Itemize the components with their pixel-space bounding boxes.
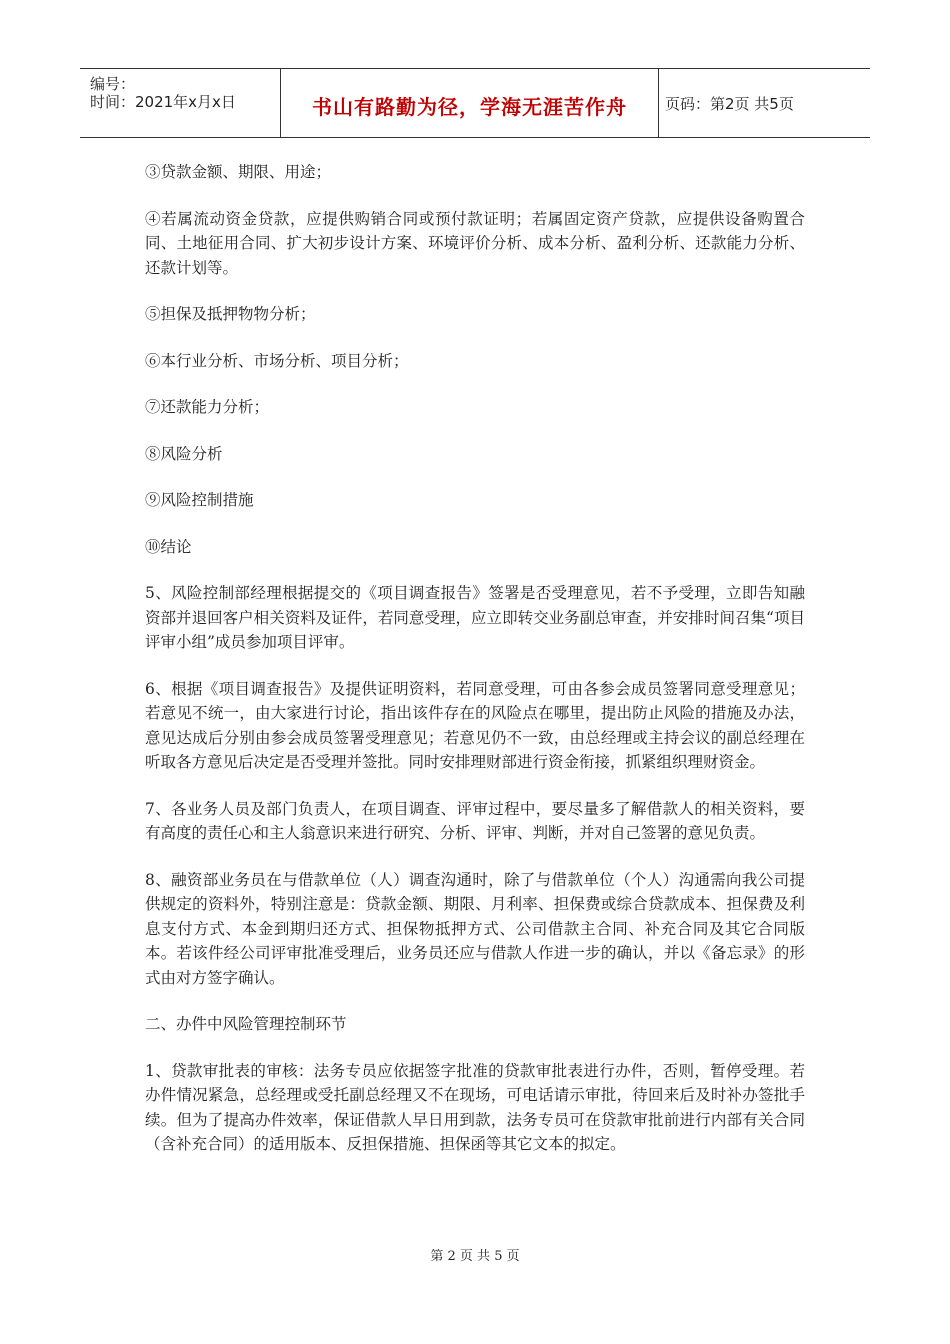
document-body	[145, 160, 805, 1179]
paragraph-step-8: 8、融资部业务员在与借款单位（人）调查沟通时，除了与借款单位（个人）沟通需向我公司提供规定的资料外，特别注意是：贷款金额、期限、月利率、担保费或综合贷款成本、担保费及利息支付方式、本金到期归还方式、担保物抵押方式、公司借款主合同、补充合同及其它合同版本。若该件经公司评审批准受理后，业务员还应与借款人作进一步的确认，并以《备忘录》的形式由对方签字确认。	[145, 870, 805, 987]
paragraph-step-6: 6、根据《项目调查报告》及提供证明资料，若同意受理，可由各参会成员签署同意受理意见；若意见不统一，由大家进行讨论，指出该件存在的风险点在哪里，提出防止风险的措施及办法，意见达成后分别由参会成员签署受理意见；若意见仍不一致，由总经理或主持会议的副总经理在听取各方意见后决定是否受理并签批。同时安排理财部进行资金衔接，抓紧组织理财资金。	[145, 679, 805, 771]
paragraph-item-10: ⑩结论	[145, 537, 192, 556]
paragraph-item-8: ⑧风险分析	[145, 444, 223, 463]
paragraph-item-6: ⑥本行业分析、市场分析、项目分析；	[145, 351, 409, 370]
paragraph-item-7: ⑦还款能力分析；	[145, 398, 270, 416]
header-page-number: 页码：第2页 共5页	[665, 95, 794, 113]
paragraph-item-9: ⑨风险控制措施	[145, 491, 254, 509]
date-label: 时间：2021年x月x日	[90, 93, 236, 111]
serial-number-label: 编号：	[90, 75, 136, 93]
section-heading: 二、办件中风险管理控制环节	[145, 1015, 347, 1033]
paragraph-step-5: 5、风险控制部经理根据提交的《项目调查报告》签署是否受理意见，若不予受理，立即告知融资部并退回客户相关资料及证件，若同意受理，应立即转交业务副总审查，并安排时间召集“项目评审小组”成员参加项目评审。	[145, 584, 805, 651]
header-motto-cell	[281, 69, 659, 137]
header-info-cell	[80, 69, 281, 137]
paragraph-item-3: ③贷款金额、期限、用途；	[145, 163, 332, 181]
page-footer: 第 2 页 共 5 页	[430, 1249, 520, 1264]
header-motto: 书山有路勤为径，学海无涯苦作舟	[312, 95, 627, 119]
paragraph-item-5: ⑤担保及抵押物物分析；	[145, 305, 316, 323]
paragraph-section2-step-1: 1、贷款审批表的审核：法务专员应依据签字批准的贷款审批表进行办件，否则，暂停受理。若办件情况紧急，总经理或受托副总经理又不在现场，可电话请示审批，待回来后及时补办签批手续。但为了提高办件效率，保证借款人早日用到款，法务专员可在贷款审批前进行内部有关合同（含补充合同）的适用版本、反担保措施、担保函等其它文本的拟定。	[145, 1061, 805, 1153]
page-header	[80, 68, 870, 138]
paragraph-item-4: ④若属流动资金贷款，应提供购销合同或预付款证明；若属固定资产贷款，应提供设备购置合同、土地征用合同、扩大初步设计方案、环境评价分析、成本分析、盈利分析、还款能力分析、还款计划等。	[145, 209, 805, 277]
header-page-cell	[659, 69, 870, 137]
paragraph-step-7: 7、各业务人员及部门负责人，在项目调查、评审过程中，要尽量多了解借款人的相关资料，要有高度的责任心和主人翁意识来进行研究、分析、评审、判断，并对自己签署的意见负责。	[145, 799, 805, 842]
